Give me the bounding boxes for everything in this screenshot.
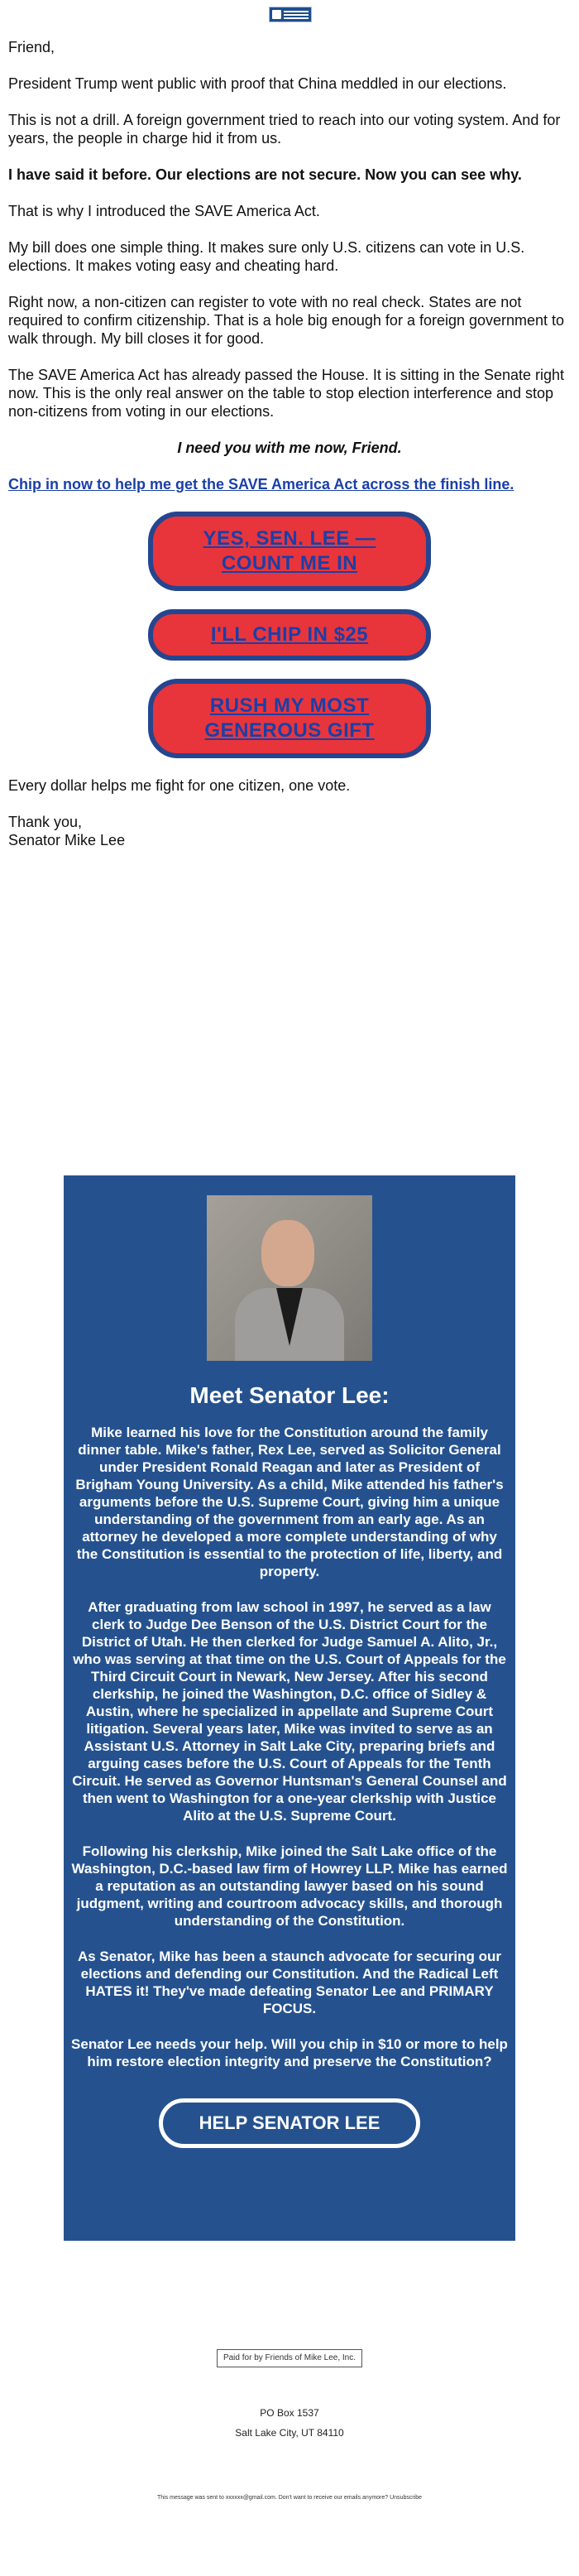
greeting: Friend,	[8, 39, 55, 55]
paragraph-7: The SAVE America Act has already passed the House. It is sitting in the Senate right now. This is the only real answer on the table to stop election interference and stop non-citizens from voting in our elections.	[8, 367, 565, 420]
paragraph-4: That is why I introduced the SAVE America Act.	[8, 203, 320, 219]
paragraph-9: Every dollar helps me fight for one citizen, one vote.	[8, 777, 351, 794]
donate-link[interactable]: Chip in now to help me get the SAVE America Act across the finish line.	[8, 476, 514, 493]
bio-paragraph-2: After graduating from law school in 1997, he served as a law clerk to Judge Dee Benson of the U.S. District Court for the District of Utah. He then clerked for Judge Samuel A. Alito, Jr., who was serving at that time on the U.S. Court of Appeals for the Third Circuit Court in Newark, New Jersey. After his second clerkship, he joined the Washington, D.C. office of Sidley & Austin, where he specialized in appellate and Supreme Court litigation. Several years later, Mike was invited to serve as an Assistant U.S. Attorney in Salt Lake City, preparing briefs and arguing cases before the U.S. Court of Appeals for the Tenth Circuit. He served as Governor Huntsman's General Counsel and then went to Washington for a one-year clerkship with Justice Alito at the U.S. Supreme Court.	[72, 1599, 507, 1824]
cta-wrap-1	[8, 512, 571, 591]
paragraph-1: President Trump went public with proof that China meddled in our elections.	[8, 75, 507, 92]
mailing-address	[0, 2403, 579, 2443]
generous-gift-button[interactable]: RUSH MY MOST GENEROUS GIFT	[148, 679, 431, 758]
signoff: Thank you,	[8, 814, 83, 830]
paragraph-8: I need you with me now, Friend.	[177, 440, 402, 456]
bio-paragraph-3: Following his clerkship, Mike joined the Salt Lake office of the Washington, D.C.-based law firm of Howrey LLP. Mike has earned a reputation as an outstanding lawyer based on his sound judgment, writing and courtroom advocacy skills, and thorough understanding of the Constitution.	[71, 1843, 508, 1929]
paragraph-5: My bill does one simple thing. It makes sure only U.S. citizens can vote in U.S. elections. It makes voting easy and cheating hard.	[8, 239, 525, 274]
address-line-1: PO Box 1537	[260, 2407, 319, 2419]
meet-senator-title: Meet Senator Lee:	[189, 1382, 390, 1408]
bio-paragraph-4: As Senator, Mike has been a staunch advocate for securing our elections and defending our Constitution. And the Radical Left HATES it! They've made defeating Senator Lee and PRIMARY FOCUS.	[77, 1949, 502, 2016]
portrait-head	[261, 1220, 314, 1286]
flag-icon	[272, 10, 281, 19]
count-me-in-button[interactable]: YES, SEN. LEE — COUNT ME IN	[148, 512, 431, 591]
letter-body	[8, 38, 571, 867]
address-line-2: Salt Lake City, UT 84110	[235, 2427, 344, 2439]
cta-wrap-3	[8, 679, 571, 758]
paragraph-3: I have said it before. Our elections are not secure. Now you can see why.	[8, 166, 522, 183]
friends-of-mike-lee-logo-icon	[269, 7, 312, 22]
paragraph-2: This is not a drill. A foreign government tried to reach into our voting system. And for years, the people in charge hid it from us.	[8, 112, 561, 147]
bio-paragraph-5: Senator Lee needs your help. Will you chip in $10 or more to help him restore election integrity and preserve the Constitution?	[71, 2036, 508, 2069]
cta-wrap-2	[8, 609, 571, 661]
help-senator-lee-button[interactable]: HELP SENATOR LEE	[159, 2098, 420, 2148]
donate-link-paragraph	[8, 475, 571, 493]
bio-paragraph-1: Mike learned his love for the Constitution around the family dinner table. Mike's father, Rex Lee, served as Solicitor General under President Ronald Reagan and later as President of Brigham Young University. As a child, Mike attended his father's arguments before the U.S. Supreme Court, giving him a unique understanding of the government from an early age. As an attorney he developed a more complete understanding of why the Constitution is essential to the protection of life, liberty, and property.	[75, 1425, 504, 1579]
unsubscribe-notice[interactable]: This message was sent to xxxxxx@gmail.com. Don't want to receive our emails anymore? Unsubscribe	[156, 2495, 423, 2501]
paragraph-6: Right now, a non-citizen can register to vote with no real check. States are not required to confirm citizenship. That is a hole big enough for a foreign government to walk through. My bill closes it for good.	[8, 294, 565, 347]
senator-portrait-photo-icon	[207, 1195, 372, 1361]
chip-in-25-button[interactable]: I'LL CHIP IN $25	[148, 609, 431, 661]
logo-wordmark	[284, 11, 309, 19]
meet-senator-section	[64, 1175, 515, 2241]
signature: Senator Mike Lee	[8, 832, 126, 848]
paid-for-disclaimer: Paid for by Friends of Mike Lee, Inc.	[217, 2349, 362, 2367]
